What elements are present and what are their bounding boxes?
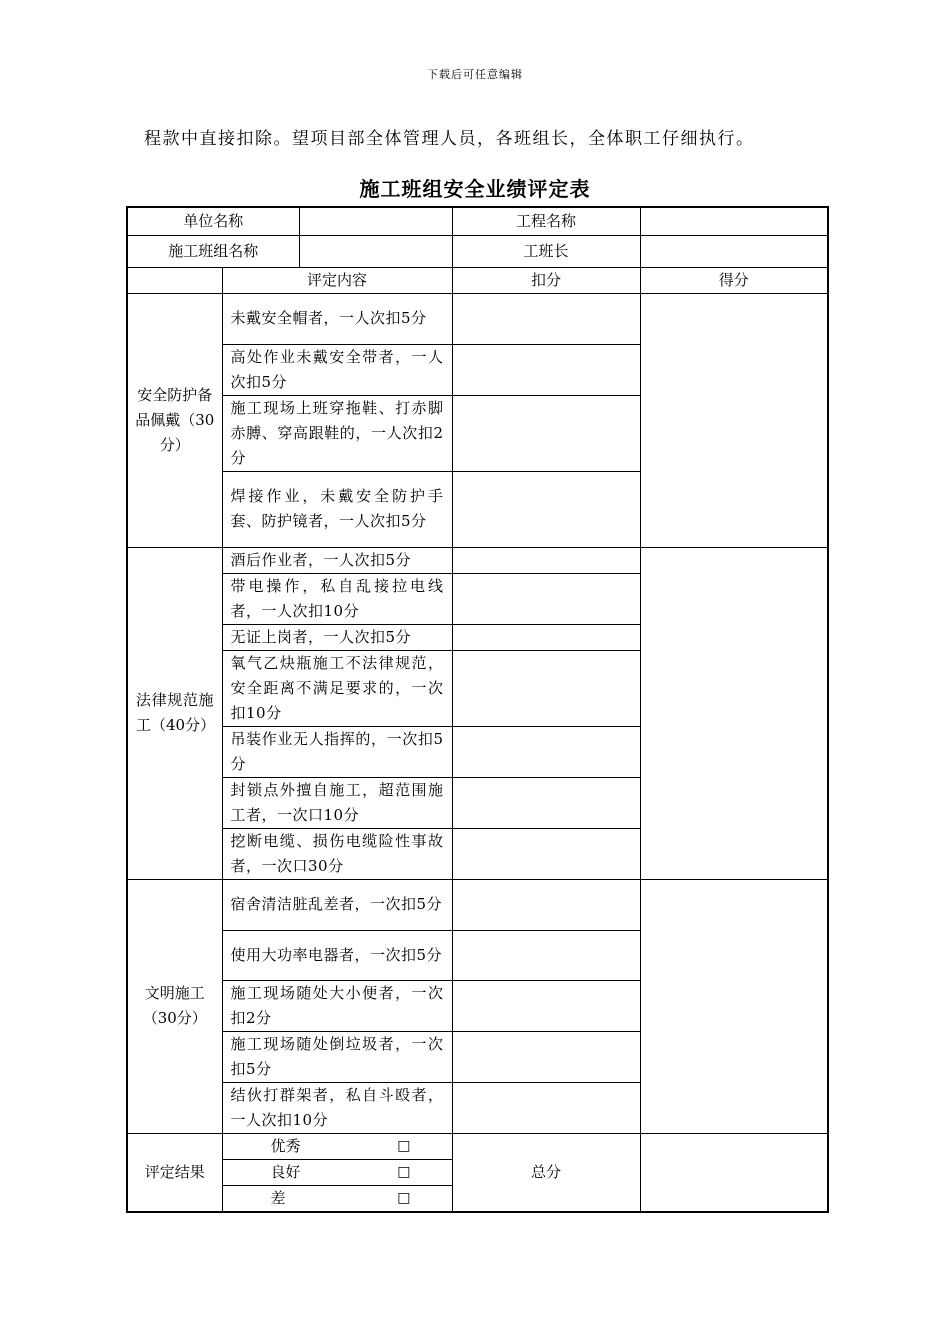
criteria-item: 挖断电缆、损伤电缆险性事故者，一次口30分 [222, 828, 452, 879]
page-header-note: 下载后可任意编辑 [427, 68, 523, 81]
unit-name-field[interactable] [299, 207, 452, 235]
safety-evaluation-table [126, 206, 829, 1213]
criteria-item: 宿舍清洁脏乱差者，一次扣5分 [222, 879, 452, 930]
deduction-cell[interactable] [452, 573, 640, 624]
criteria-item: 氧气乙炔瓶施工不法律规范，安全距离不满足要求的，一次扣10分 [222, 650, 452, 726]
score-cell[interactable] [640, 293, 828, 547]
team-name-field[interactable] [299, 235, 452, 267]
checkbox-icon[interactable]: □ [397, 1163, 411, 1180]
score-column-header: 得分 [640, 267, 828, 293]
criteria-item: 焊接作业，未戴安全防护手套、防护镜者，一人次扣5分 [222, 471, 452, 547]
criteria-item: 封锁点外擅自施工，超范围施工者，一次口10分 [222, 777, 452, 828]
result-option-excellent[interactable] [222, 1133, 452, 1159]
criteria-item: 使用大功率电器者，一次扣5分 [222, 930, 452, 980]
criteria-item: 高处作业未戴安全带者，一人次扣5分 [222, 344, 452, 395]
result-option-poor[interactable] [222, 1185, 452, 1212]
team-leader-field[interactable] [640, 235, 828, 267]
content-column-header: 评定内容 [222, 267, 452, 293]
result-option-label: 良好 [270, 1162, 301, 1181]
deduction-cell[interactable] [452, 344, 640, 395]
criteria-item: 无证上岗者，一人次扣5分 [222, 624, 452, 650]
unit-name-label: 单位名称 [127, 207, 299, 235]
criteria-item: 带电操作，私自乱接拉电线者，一人次扣10分 [222, 573, 452, 624]
blank-header-cell [127, 267, 222, 293]
criteria-item: 酒后作业者，一人次扣5分 [222, 547, 452, 573]
category-label: 安全防护备品佩戴（30分） [127, 293, 222, 547]
deduction-cell[interactable] [452, 293, 640, 344]
criteria-item: 吊装作业无人指挥的，一次扣5分 [222, 726, 452, 777]
checkbox-icon[interactable]: □ [397, 1189, 411, 1206]
form-title: 施工班组安全业绩评定表 [359, 177, 591, 201]
result-option-label: 优秀 [270, 1136, 301, 1155]
deduction-cell[interactable] [452, 777, 640, 828]
total-label: 总分 [452, 1133, 640, 1212]
criteria-item: 结伙打群架者，私自斗殴者，一人次扣10分 [222, 1082, 452, 1133]
criteria-item: 施工现场上班穿拖鞋、打赤脚赤膊、穿高跟鞋的，一人次扣2分 [222, 395, 452, 471]
team-leader-label: 工班长 [452, 235, 640, 267]
deduction-cell[interactable] [452, 624, 640, 650]
deduction-cell[interactable] [452, 471, 640, 547]
project-name-label: 工程名称 [452, 207, 640, 235]
deduction-cell[interactable] [452, 828, 640, 879]
deduction-cell[interactable] [452, 547, 640, 573]
criteria-item: 施工现场随处大小便者，一次扣2分 [222, 980, 452, 1031]
score-cell[interactable] [640, 879, 828, 1133]
deduction-cell[interactable] [452, 395, 640, 471]
deduction-cell[interactable] [452, 930, 640, 980]
total-score-field[interactable] [640, 1133, 828, 1212]
deduction-cell[interactable] [452, 980, 640, 1031]
checkbox-icon[interactable]: □ [397, 1137, 411, 1154]
deduction-column-header: 扣分 [452, 267, 640, 293]
result-option-good[interactable] [222, 1159, 452, 1185]
deduction-cell[interactable] [452, 879, 640, 930]
deduction-cell[interactable] [452, 650, 640, 726]
category-label: 文明施工（30分） [127, 879, 222, 1133]
team-name-label: 施工班组名称 [127, 235, 299, 267]
result-option-label: 差 [270, 1188, 286, 1207]
score-cell[interactable] [640, 547, 828, 879]
deduction-cell[interactable] [452, 1031, 640, 1082]
project-name-field[interactable] [640, 207, 828, 235]
category-label: 法律规范施工（40分） [127, 547, 222, 879]
result-label: 评定结果 [127, 1133, 222, 1212]
intro-text: 程款中直接扣除。望项目部全体管理人员，各班组长，全体职工仔细执行。 [144, 129, 755, 149]
deduction-cell[interactable] [452, 1082, 640, 1133]
deduction-cell[interactable] [452, 726, 640, 777]
criteria-item: 施工现场随处倒垃圾者，一次扣5分 [222, 1031, 452, 1082]
criteria-item: 未戴安全帽者，一人次扣5分 [222, 293, 452, 344]
